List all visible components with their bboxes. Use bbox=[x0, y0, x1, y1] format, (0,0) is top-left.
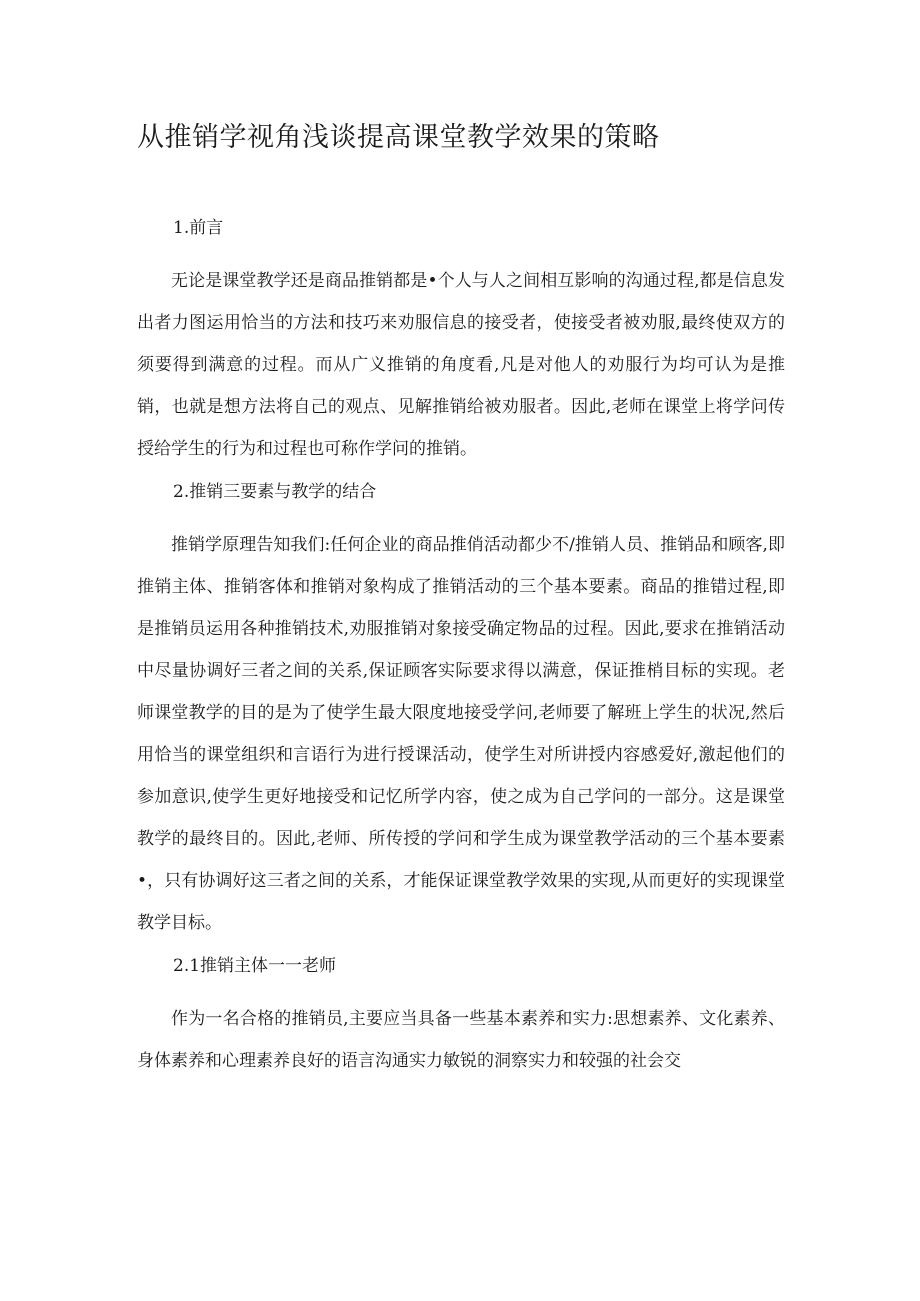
section-paragraph-teacher: 作为一名合格的推销员,主要应当具备一些基本素养和实力:思想素养、文化素养、身体素养和心理素养良好的语言沟通实力敏锐的洞察实力和较强的社会交 bbox=[137, 1009, 785, 1071]
document-body bbox=[137, 208, 785, 1082]
section-heading-three-elements: 2.推销三要素与教学的结合 bbox=[173, 482, 377, 502]
section-paragraph-three-elements: 推销学原理告知我们:任何企业的商品推俏活动都少不/推销人员、推销品和顾客,即推销主体、推销客体和推销对象构成了推销活动的三个基本要素。商品的推错过程,即是推销员运用各种推销技术,劝服推销对象接受确定物品的过程。因此,要求在推销活动中尽量协调好三者之间的关系,保证顾客实际要求得以满意，保证推梢目标的实现。老师课堂教学的目的是为了使学生最大限度地接受学问,老师要了解班上学生的状况,然后用恰当的课堂组织和言语行为进行授课活动，使学生对所讲授内容感爱好,激起他们的参加意识,使学生更好地接受和记忆所学内容，使之成为自己学问的一部分。这是课堂教学的最终目的。因此,老师、所传授的学问和学生成为课堂教学活动的三个基本要素•，只有协调好这三者之间的关系，才能保证课堂教学效果的实现,从而更好的实现课堂教学目标。 bbox=[137, 535, 785, 933]
document-title: 从推销学视角浅谈提高课堂教学效果的策略 bbox=[137, 122, 660, 153]
section-heading-introduction: 1.前言 bbox=[173, 218, 224, 238]
section-paragraph-introduction: 无论是课堂教学还是商品推销都是•个人与人之间相互影响的沟通过程,都是信息发出者力图运用恰当的方法和技巧来劝服信息的接受者，使接受者被劝服,最终使双方的须要得到满意的过程。而从广义推销的角度看,凡是对他人的劝服行为均可认为是推销，也就是想方法将自己的观点、见解推销给被劝服者。因此,老师在课堂上将学问传授给学生的行为和过程也可称作学问的推销。 bbox=[137, 271, 785, 459]
section-heading-teacher: 2.1推销主体一一老师 bbox=[173, 956, 337, 976]
